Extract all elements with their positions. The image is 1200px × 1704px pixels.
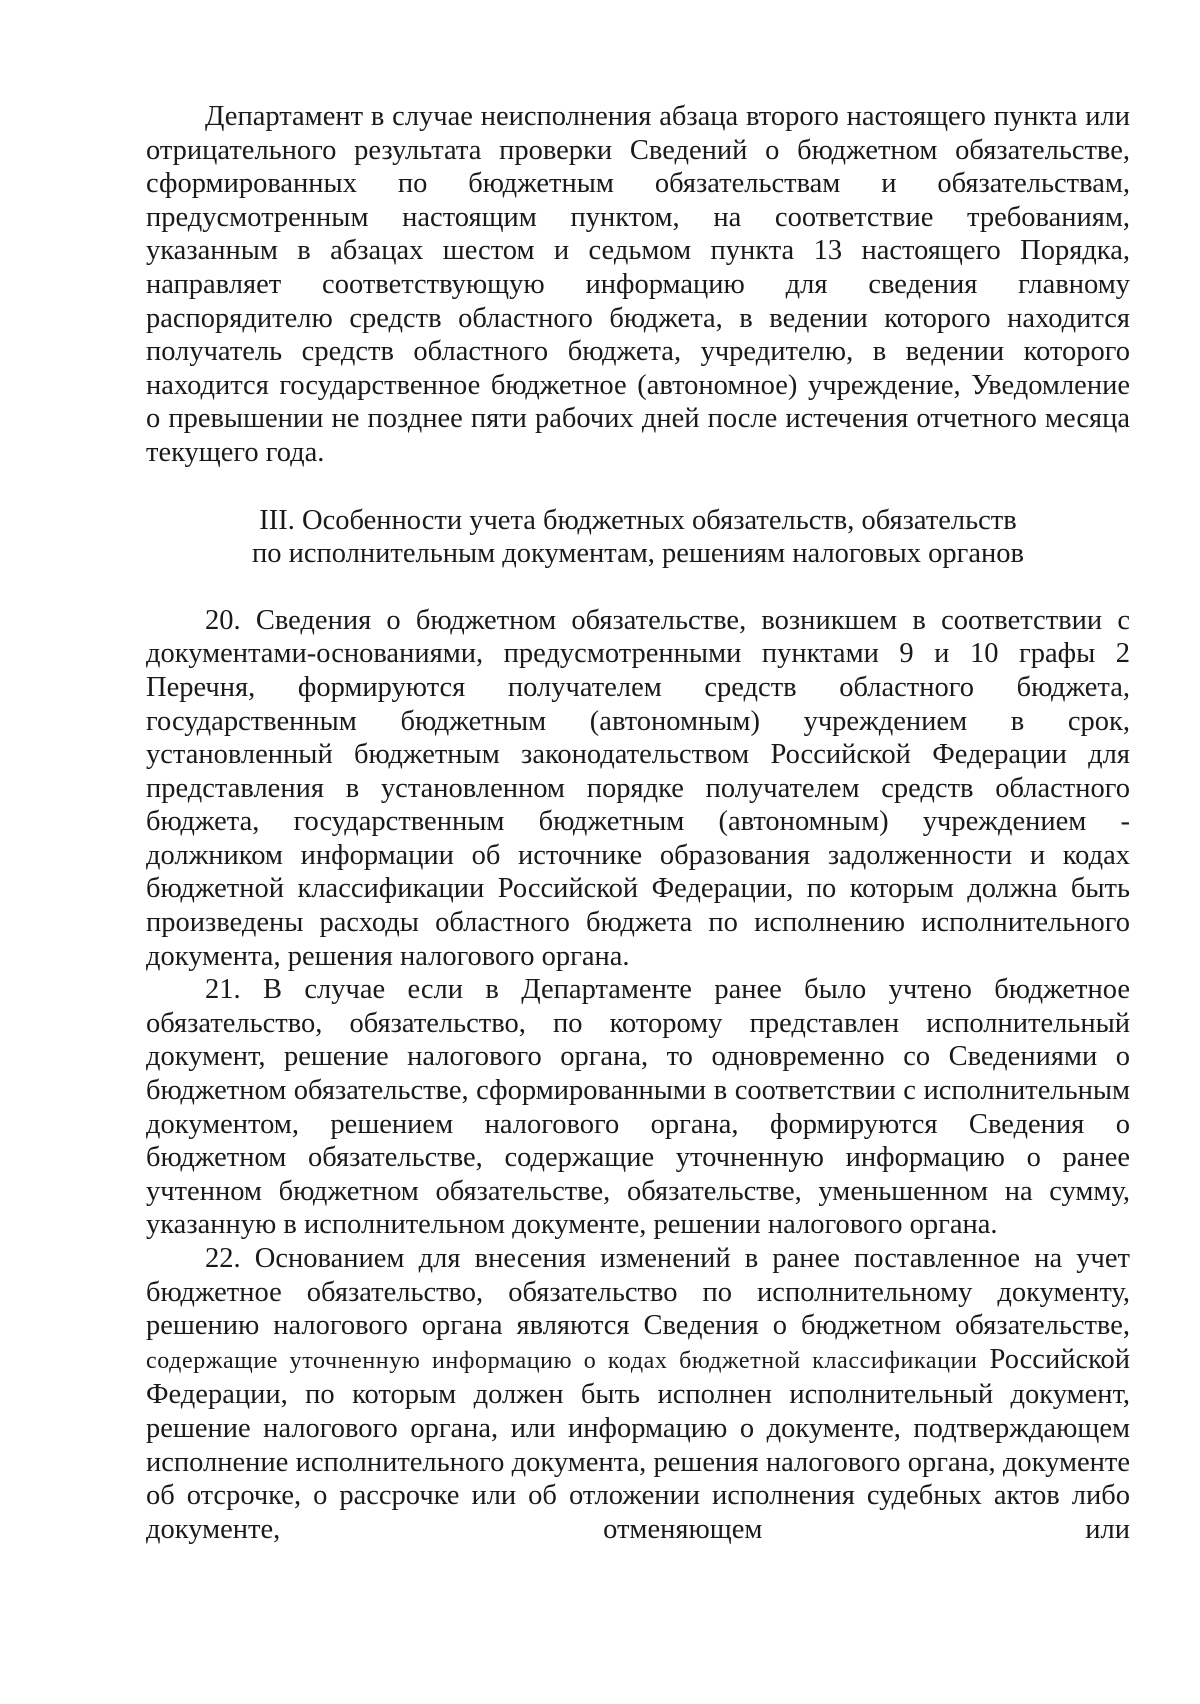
- paragraph-22-part-2: Российской Федерации, по которым должен быть исполнен исполнительный документ, решение налогового органа, или информацию о документе, подтверждающем исполнение исполнительного документа, решения налогового органа, документе об отсрочке, о рассрочке или об отложении исполнения судебных актов либо документе, отменяющем или: [146, 1343, 1131, 1545]
- paragraph-22-small-line: содержащие уточненную информацию о кодах бюджетной классификации: [146, 1347, 978, 1374]
- document-page: [146, 100, 1130, 1546]
- paragraph-22-part-1: 22. Основанием для внесения изменений в ранее поставленное на учет бюджетное обязательство, обязательство по исполнительному документу, решению налогового органа являются Сведения о бюджетном обязательстве,: [146, 1243, 1130, 1342]
- section-heading-line-2: по исполнительным документам, решениям налоговых органов: [252, 538, 1024, 570]
- section-heading-line-1: III. Особенности учета бюджетных обязательств, обязательств: [259, 504, 1017, 536]
- section-heading: [146, 470, 1130, 604]
- paragraph-intro: Департамент в случае неисполнения абзаца второго настоящего пункта или отрицательного результата проверки Сведений о бюджетном обязательстве, сформированных по бюджетным обязательствам и обязательствам, предусмотренным настоящим пунктом, на соответствие требованиям, указанным в абзацах шестом и седьмом пункта 13 настоящего Порядка, направляет соответствующую информацию для сведения главному распорядителю средств областного бюджета, в ведении которого находится получатель средств областного бюджета, учредителю, в ведении которого находится государственное бюджетное (автономное) учреждение, Уведомление о превышении не позднее пяти рабочих дней после истечения отчетного месяца текущего года.: [146, 101, 1130, 468]
- paragraph-22: [146, 1242, 1130, 1546]
- paragraph-20: 20. Сведения о бюджетном обязательстве, возникшем в соответствии с документами-основаниями, предусмотренными пунктами 9 и 10 графы 2 Перечня, формируются получателем средств областного бюджета, государственным бюджетным (автономным) учреждением в срок, установленный бюджетным законодательством Российской Федерации для представления в установленном порядке получателем средств областного бюджета, государственным бюджетным (автономным) учреждением - должником информации об источнике образования задолженности и кодах бюджетной классификации Российской Федерации, по которым должна быть произведены расходы областного бюджета по исполнению исполнительного документа, решения налогового органа.: [146, 604, 1130, 972]
- paragraph-21: 21. В случае если в Департаменте ранее было учтено бюджетное обязательство, обязательство, по которому представлен исполнительный документ, решение налогового органа, то одновременно со Сведениями о бюджетном обязательстве, сформированными в соответствии с исполнительным документом, решением налогового органа, формируются Сведения о бюджетном обязательстве, содержащие уточненную информацию о ранее учтенном бюджетном обязательстве, обязательстве, уменьшенном на сумму, указанную в исполнительном документе, решении налогового органа.: [146, 974, 1130, 1241]
